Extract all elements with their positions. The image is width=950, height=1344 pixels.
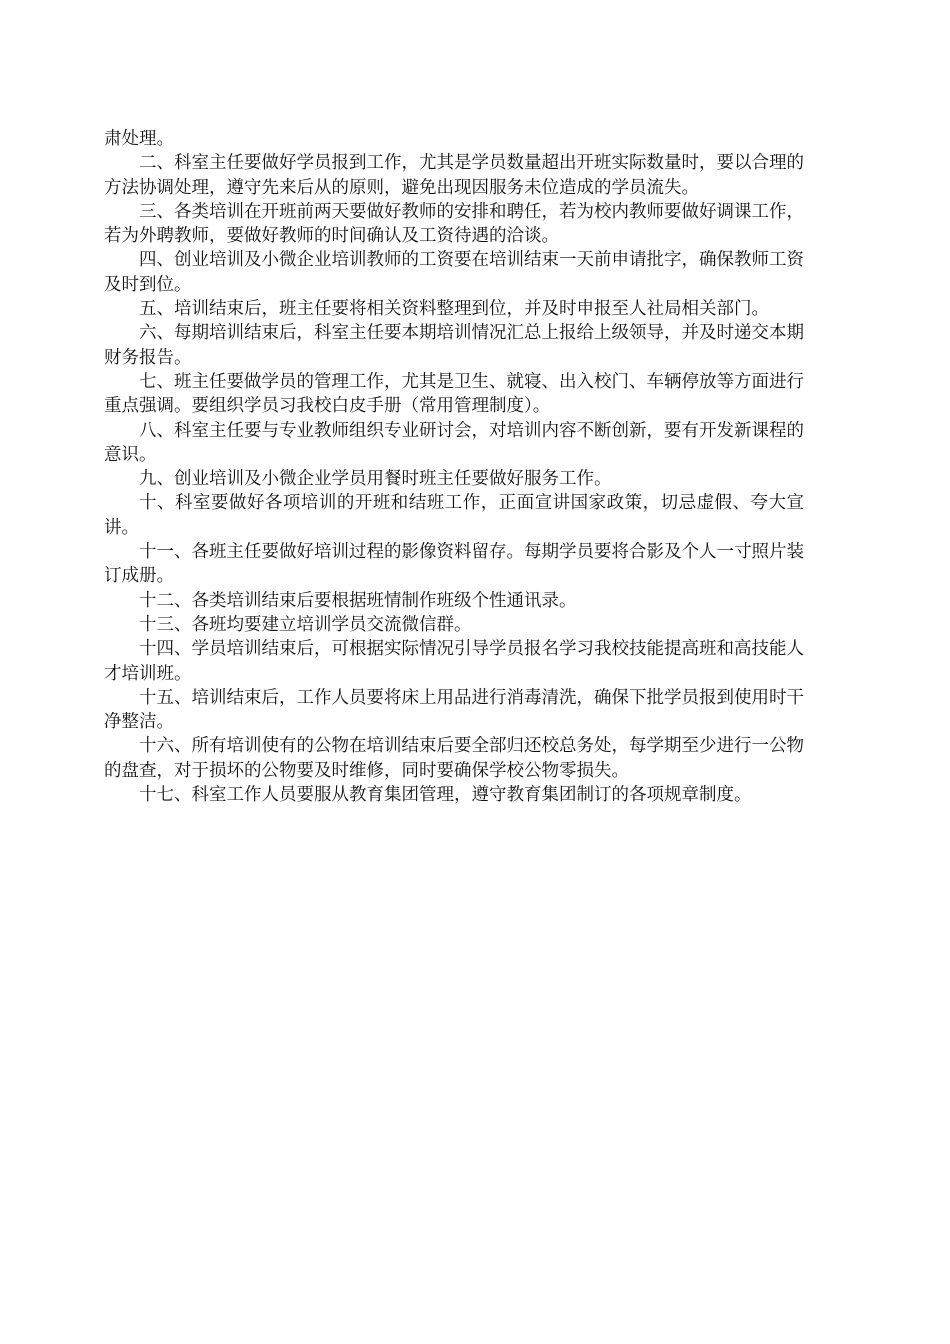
document-body — [104, 127, 804, 807]
rule-paragraph-6: 六、每期培训结束后，科室主任要本期培训情况汇总上报给上级领导，并及时递交本期财务报告。 — [104, 323, 804, 368]
rule-paragraph-2: 二、科室主任要做好学员报到工作，尤其是学员数量超出开班实际数量时，要以合理的方法协调处理，遵守先来后从的原则，避免出现因服务未位造成的学员流失。 — [104, 153, 804, 198]
rule-paragraph-12: 十二、各类培训结束后要根据班情制作班级个性通讯录。 — [139, 590, 577, 611]
rule-paragraph-15: 十五、培训结束后，工作人员要将床上用品进行消毒清洗，确保下批学员报到使用时干净整洁。 — [104, 687, 804, 733]
rule-paragraph-14: 十四、学员培训结束后，可根据实际情况引导学员报名学习我校技能提高班和高技能人才培训班。 — [104, 639, 804, 684]
rule-paragraph-3: 三、各类培训在开班前两天要做好教师的安排和聘任，若为校内教师要做好调课工作，若为外聘教师，要做好教师的时间确认及工资待遇的洽谈。 — [104, 201, 804, 247]
rule-paragraph-9: 九、创业培训及小微企业学员用餐时班主任要做好服务工作。 — [139, 469, 612, 490]
continued-paragraph: 肃处理。 — [104, 129, 174, 149]
rule-paragraph-10: 十、科室要做好各项培训的开班和结班工作，正面宣讲国家政策，切忌虚假、夸大宣讲。 — [104, 493, 804, 538]
rule-paragraph-4: 四、创业培训及小微企业培训教师的工资要在培训结束一天前申请批字，确保教师工资及时到位。 — [104, 250, 804, 295]
rule-paragraph-17: 十七、科室工作人员要服从教育集团管理，遵守教育集团制订的各项规章制度。 — [139, 785, 752, 806]
rule-paragraph-13: 十三、各班均要建立培训学员交流微信群。 — [139, 614, 472, 635]
rule-paragraph-8: 八、科室主任要与专业教师组织专业研讨会，对培训内容不断创新，要有开发新课程的意识。 — [104, 420, 804, 465]
rule-paragraph-5: 五、培训结束后，班主任要将相关资料整理到位，并及时申报至人社局相关部门。 — [139, 299, 769, 320]
rule-paragraph-7: 七、班主任要做学员的管理工作，尤其是卫生、就寝、出入校门、车辆停放等方面进行重点强调。要组织学员习我校白皮手册（常用管理制度）。 — [104, 371, 804, 417]
rule-paragraph-11: 十一、各班主任要做好培训过程的影像资料留存。每期学员要将合影及个人一寸照片装订成册。 — [104, 542, 804, 587]
rule-paragraph-16: 十六、所有培训使有的公物在培训结束后要全部归还校总务处，每学期至少进行一公物的盘查，对于损坏的公物要及时维修，同时要确保学校公物零损失。 — [104, 736, 804, 781]
